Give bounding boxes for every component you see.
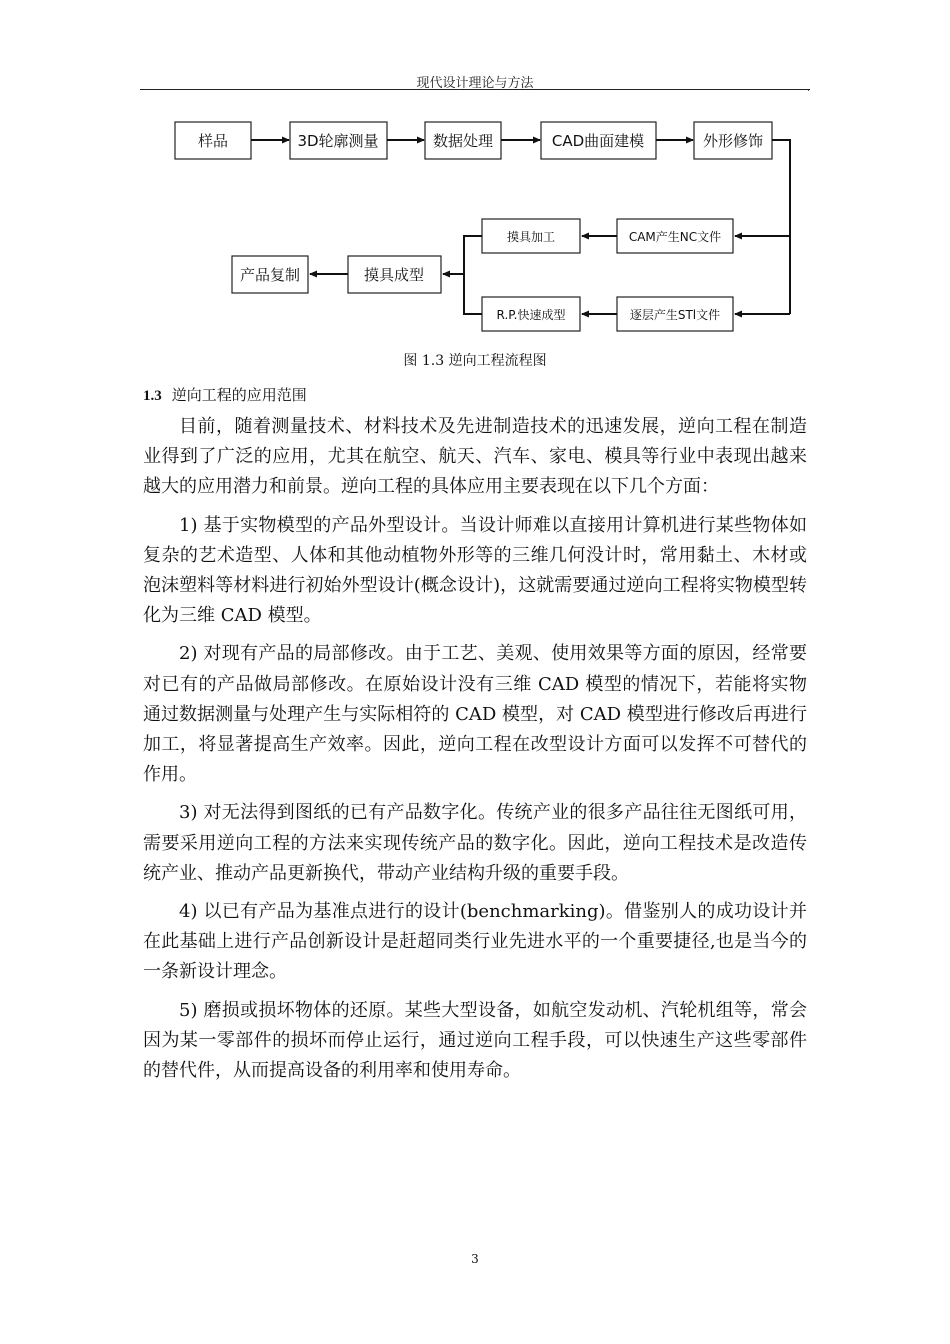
section-number: 1.3 [143, 388, 162, 404]
svg-text:CAD曲面建模: CAD曲面建模 [551, 132, 645, 150]
flow-box-product-copy [232, 256, 308, 293]
svg-text:逐层产生STl文件: 逐层产生STl文件 [629, 308, 721, 322]
svg-text:摸具成型: 摸具成型 [363, 266, 425, 284]
paragraph-item-4: 4) 以已有产品为基准点进行的设计(benchmarking)。借鉴别人的成功设计并在此基础上进行产品创新设计是赶超同类行业先进水平的一个重要捷径,也是当今的一条新设计理念。 [143, 901, 807, 983]
svg-text:样品: 样品 [197, 132, 229, 150]
header-mark: . [807, 84, 810, 94]
paragraph-item-1: 1) 基于实物模型的产品外型设计。当设计师难以直接用计算机进行某些物体如复杂的艺术造型、人体和其他动植物外形等的三维几何没计时，常用黏土、木材或泡沫塑料等材料进行初始外型设计(概念设计)，这就需要通过逆向工程将实物模型转化为三维 CAD 模型。 [143, 514, 807, 627]
flow-box-3d-measure [290, 122, 387, 159]
flow-box-mold-machining [482, 219, 580, 253]
paragraph-item-5: 5) 磨损或损坏物体的还原。某些大型设备，如航空发动机、汽轮机组等，常会因为某一零部件的损坏而停止运行，通过逆向工程手段，可以快速生产这些零部件的替代件，从而提高设备的利用率和使用寿命。 [143, 999, 807, 1082]
paragraph-item-2: 2) 对现有产品的局部修改。由于工艺、美观、使用效果等方面的原因，经常要对已有的产品做局部修改。在原始设计没有三维 CAD 模型的情况下，若能将实物通过数据测量与处理产生与实际相符的 CAD 模型，对 CAD 模型进行修改后再进行加工，将显著提高生产效率。因此，逆向工程在改型设计方面可以发挥不可替代的作用。 [143, 643, 807, 786]
page-number: 3 [471, 1252, 479, 1266]
svg-text:R.P.快速成型: R.P.快速成型 [496, 308, 566, 322]
section-title: 逆向工程的应用范围 [171, 386, 307, 404]
right-branch-line [772, 140, 790, 314]
figure-caption: 图 1.3 逆向工程流程图 [403, 353, 547, 369]
svg-text:摸具加工: 摸具加工 [506, 230, 556, 244]
svg-text:CAM产生NC文件: CAM产生NC文件 [628, 230, 722, 244]
paragraph-intro: 目前，随着测量技术、材料技术及先进制造技术的迅速发展，逆向工程在制造业得到了广泛的应用，尤其在航空、航天、汽车、家电、模具等行业中表现出越来越大的应用潜力和前景。逆向工程的具体应用主要表现在以下几个方面： [143, 416, 807, 498]
flow-box-data-processing [425, 122, 501, 159]
paragraph-item-3: 3) 对无法得到图纸的已有产品数字化。传统产业的很多产品往往无图纸可用，需要采用逆向工程的方法来实现传统产品的数字化。因此，逆向工程技术是改造传统产业、推动产品更新换代，带动产业结构升级的重要手段。 [143, 802, 807, 884]
flow-box-shape-finish [694, 122, 772, 159]
svg-text:3D轮廓测量: 3D轮廓测量 [297, 132, 379, 150]
body-text [143, 412, 807, 1094]
flow-box-mold-forming [348, 256, 441, 293]
svg-text:数据处理: 数据处理 [432, 132, 494, 150]
svg-text:产品复制: 产品复制 [239, 266, 301, 284]
reverse-engineering-flowchart [0, 0, 950, 345]
flow-box-cad-surface [541, 122, 656, 159]
flow-box-cam-nc [617, 219, 733, 253]
flow-box-layer-stl [617, 297, 733, 331]
left-merge-bracket [464, 236, 482, 314]
section-heading [143, 384, 307, 405]
svg-text:外形修饰: 外形修饰 [702, 132, 764, 150]
running-header: 现代设计理论与方法 [416, 76, 534, 91]
flow-box-sample [175, 122, 251, 159]
flow-box-rapid-prototyping [482, 297, 580, 331]
